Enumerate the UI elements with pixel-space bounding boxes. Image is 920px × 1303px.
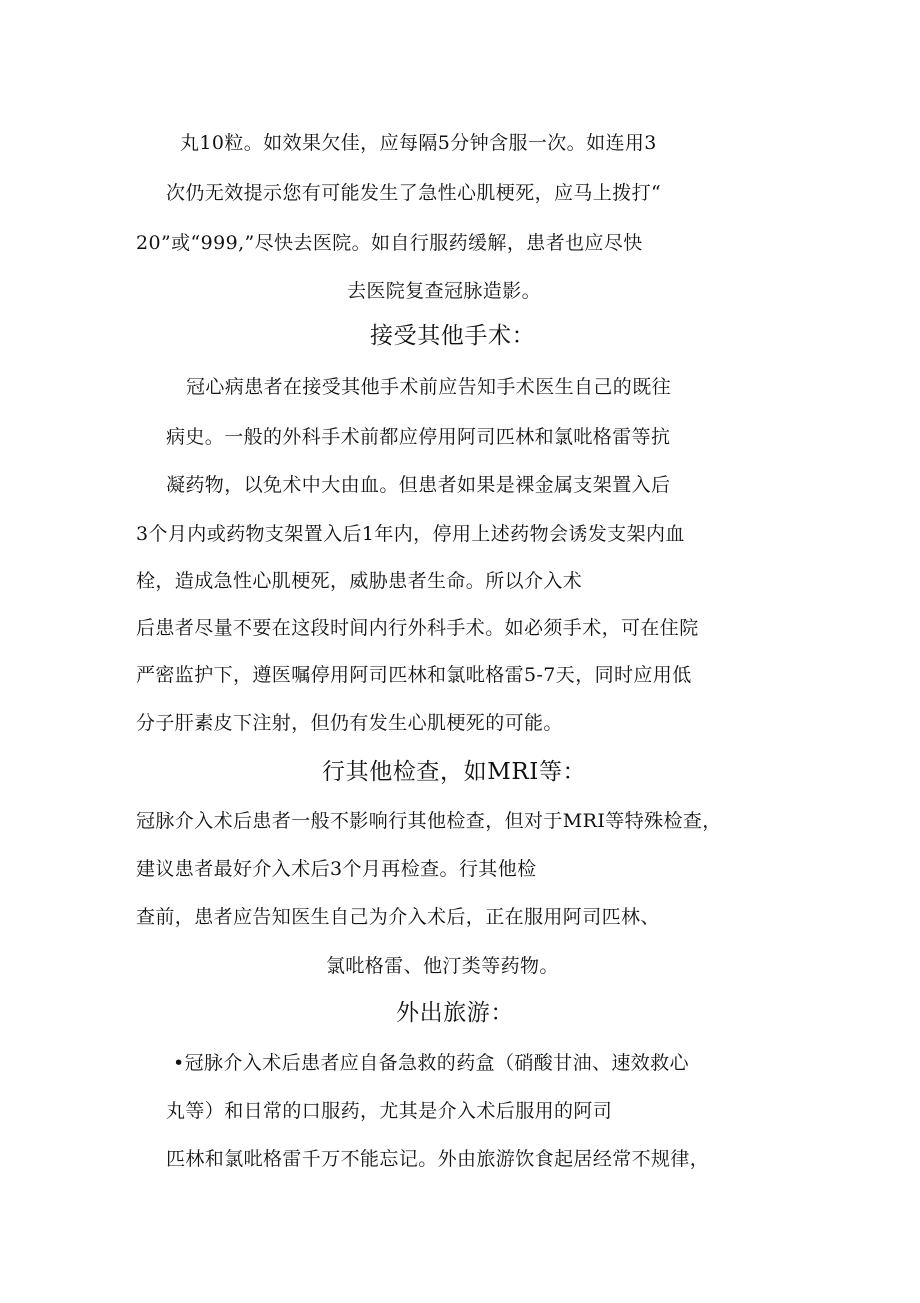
text-line: •冠脉介入术后患者应自备急救的药盒（硝酸甘油、速效救心 (173, 1052, 690, 1074)
text-line: 凝药物，以免术中大由血。但患者如果是裸金属支架置入后 (166, 474, 671, 496)
text-line: 后患者尽量不要在这段时间内行外科手术。如必须手术，可在住院 (136, 617, 699, 639)
text-line: 氯吡格雷、他汀类等药物。 (326, 955, 559, 977)
text-line: 分子肝素皮下注射，但仍有发生心肌梗死的可能。 (136, 712, 563, 734)
text-line: 3个月内或药物支架置入后1年内，停用上述药物会诱发支架内血 (136, 523, 685, 545)
text-line: 严密监护下，遵医嘱停用阿司匹林和氯吡格雷5-7天，同时应用低 (136, 664, 692, 686)
text-line: 建议患者最好介入术后3个月再检查。行其他检 (136, 858, 537, 880)
text-line: 丸等）和日常的口服药，尤其是介入术后服用的阿司 (166, 1100, 613, 1122)
section-heading: 行其他检查，如MRI等： (322, 759, 587, 785)
text-line: 栓，造成急性心肌梗死，威胁患者生命。所以介入术 (136, 570, 583, 592)
text-line: 病史。一般的外科手术前都应停用阿司匹林和氯吡格雷等抗 (166, 426, 671, 448)
text-line: 查前，患者应告知医生自己为介入术后，正在服用阿司匹林、 (136, 906, 660, 928)
section-heading: 接受其他手术： (370, 323, 536, 349)
text-line: 匹林和氯吡格雷千万不能忘记。外由旅游饮食起居经常不规律， (166, 1148, 710, 1170)
text-line: 冠心病患者在接受其他手术前应告知手术医生自己的既往 (186, 376, 672, 398)
text-line: 次仍无效提示您有可能发生了急性心肌梗死，应马上拨打“ (166, 182, 662, 204)
section-heading: 外出旅游： (396, 1000, 514, 1026)
text-line: 去医院复查冠脉造影。 (347, 280, 542, 302)
text-line: 丸10粒。如效果欠佳，应每隔5分钟含服一次。如连用3 (180, 132, 657, 154)
text-line: 冠脉介入术后患者一般不影响行其他检查，但对于MRI等特殊检查， (136, 810, 722, 832)
text-line: 20”或“999,”尽快去医院。如自行服药缓解，患者也应尽快 (136, 232, 643, 254)
